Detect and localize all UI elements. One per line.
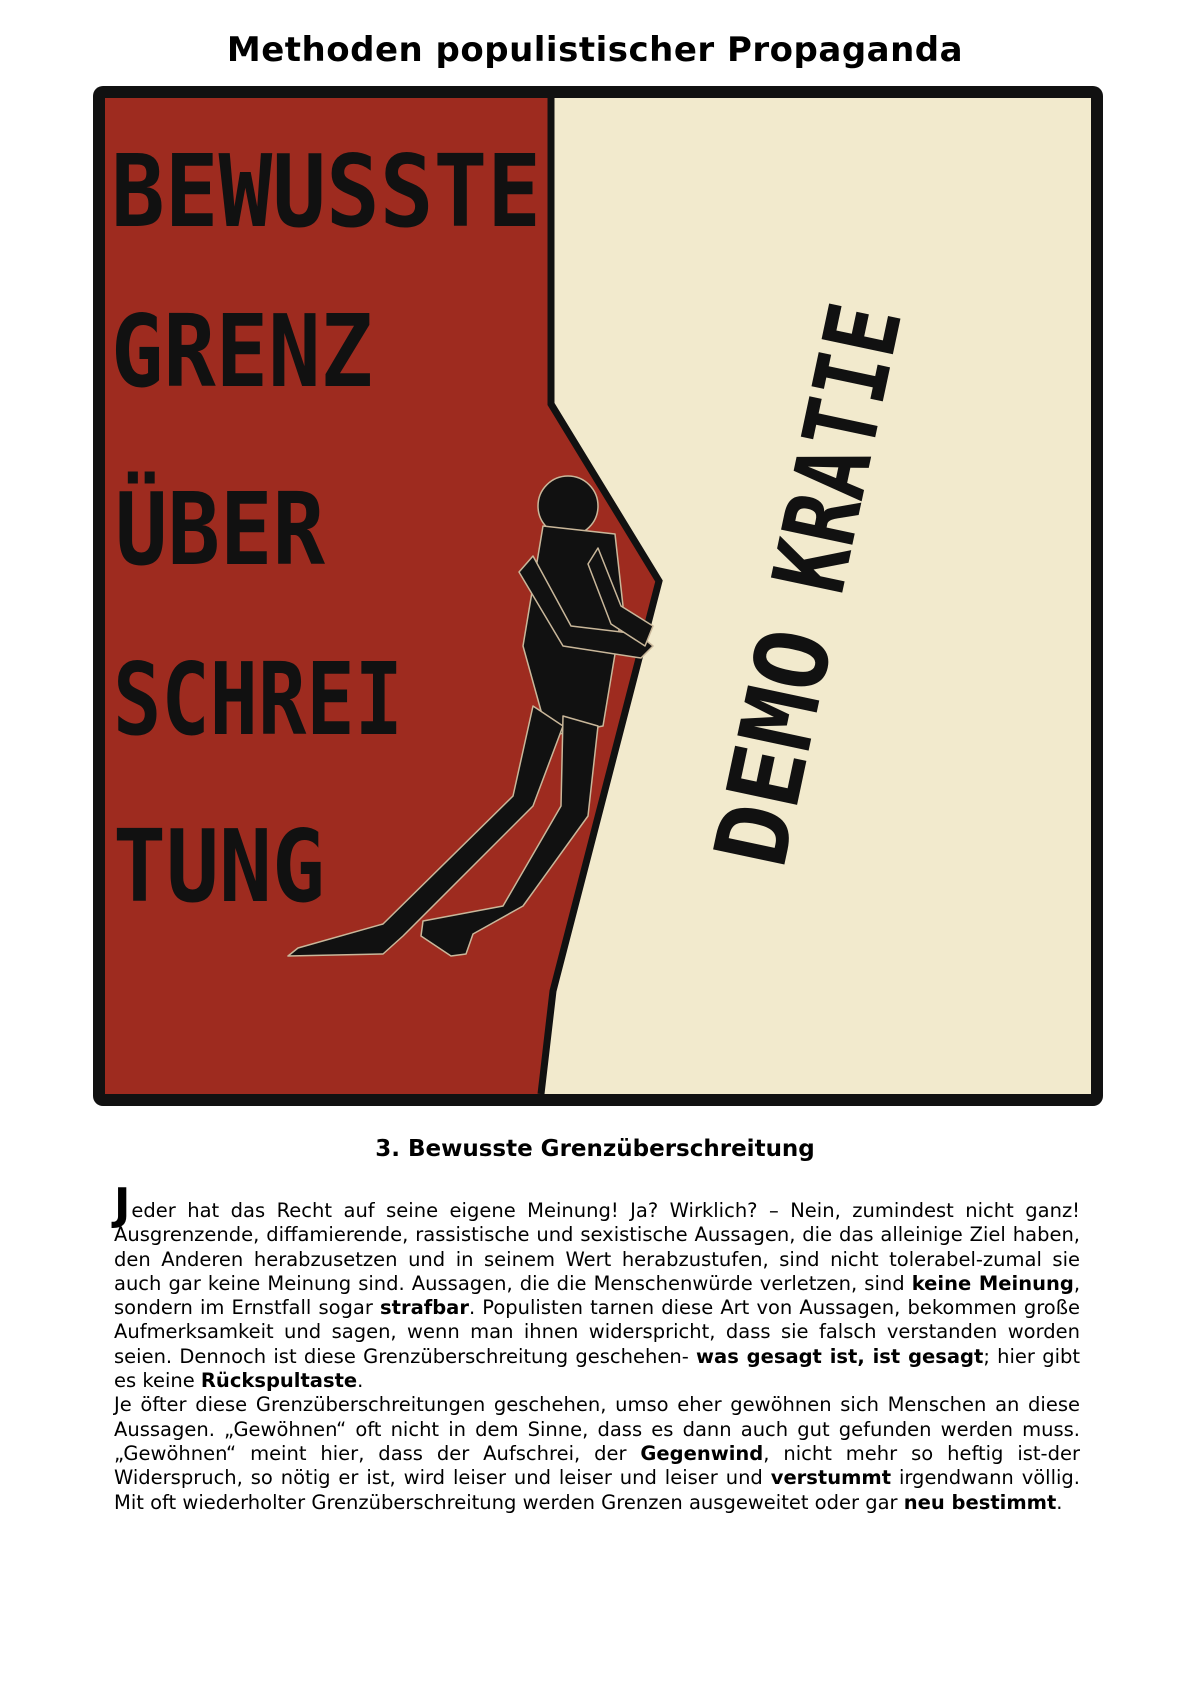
word-ueber: ÜBER	[115, 471, 326, 588]
section-caption: 3. Bewusste Grenzüberschreitung	[375, 1136, 815, 1162]
p1-text-4: ; hier gibt es keine	[114, 1344, 1081, 1393]
body-text	[114, 1179, 1081, 1515]
poster-graphic	[93, 86, 1103, 1106]
poster-illustration	[93, 86, 1103, 1106]
p2-text-4: .	[1056, 1490, 1063, 1514]
p2-text-2: , nicht mehr so heftig ist-der Widerspruch, so nötig er ist, wird leiser und leiser und leiser und	[114, 1441, 1080, 1490]
word-demo: DEMO	[692, 616, 857, 876]
p1-bold-3: was gesagt ist, ist gesagt	[696, 1344, 984, 1368]
p1-bold-1: keine Meinung	[911, 1271, 1074, 1295]
word-kratie: KRATIE	[750, 224, 940, 603]
word-bewusste: BEWUSSTE	[111, 133, 541, 250]
word-schrei: SCHREI	[113, 641, 403, 758]
p1-text-3: . Populisten tarnen diese Art von Aussagen, bekommen große Aufmerksamkeit und sagen, wenn man ihnen widerspricht, dass sie falsch verstanden worden seien. Dennoch ist diese Grenzüberschreitung geschehen-	[114, 1296, 1080, 1368]
p2-text-3: irgendwann völlig. Mit oft wiederholter Grenzüberschreitung werden Grenzen ausgeweitet oder gar	[114, 1466, 1080, 1514]
p2-bold-3: neu bestimmt	[903, 1490, 1057, 1514]
word-grenz: GRENZ	[111, 293, 373, 410]
p1-bold-2: strafbar	[380, 1296, 469, 1320]
p2-text-1: Je öfter diese Grenzüberschreitungen geschehen, umso eher gewöhnen sich Menschen an diese Aussagen. „Gewöhnen“ oft nicht in dem Sinne, dass es dann auch gut gefunden werden muss. „Gewöhnen“ meint hier, dass der Aufschrei, der	[114, 1393, 1080, 1465]
p1-bold-4: Rückspultaste	[200, 1369, 358, 1393]
page-title: Methoden populistischer Propaganda	[226, 30, 964, 70]
drop-cap: J	[114, 1179, 131, 1230]
paragraph-2	[114, 1393, 1080, 1514]
p2-bold-1: Gegenwind	[640, 1441, 764, 1465]
p1-text-1: eder hat das Recht auf seine eigene Meinung! Ja? Wirklich? – Nein, zumindest nicht ganz! Ausgrenzende, diffamierende, rassistische und sexistische Aussagen, die das alleinige Ziel haben, den Anderen herabzusetzen und in seinem Wert herabzustufen, sind nicht tolerabel-zumal sie auch gar keine Meinung sind. Aussagen, die die Menschenwürde verletzen, sind	[114, 1199, 1080, 1295]
p1-text-2: , sondern im Ernstfall sogar	[114, 1271, 1081, 1320]
p1-text-5: .	[357, 1369, 364, 1393]
word-tung: TUNG	[113, 808, 325, 925]
paragraph-1	[114, 1179, 1081, 1393]
p2-bold-2: verstummt	[770, 1466, 892, 1490]
